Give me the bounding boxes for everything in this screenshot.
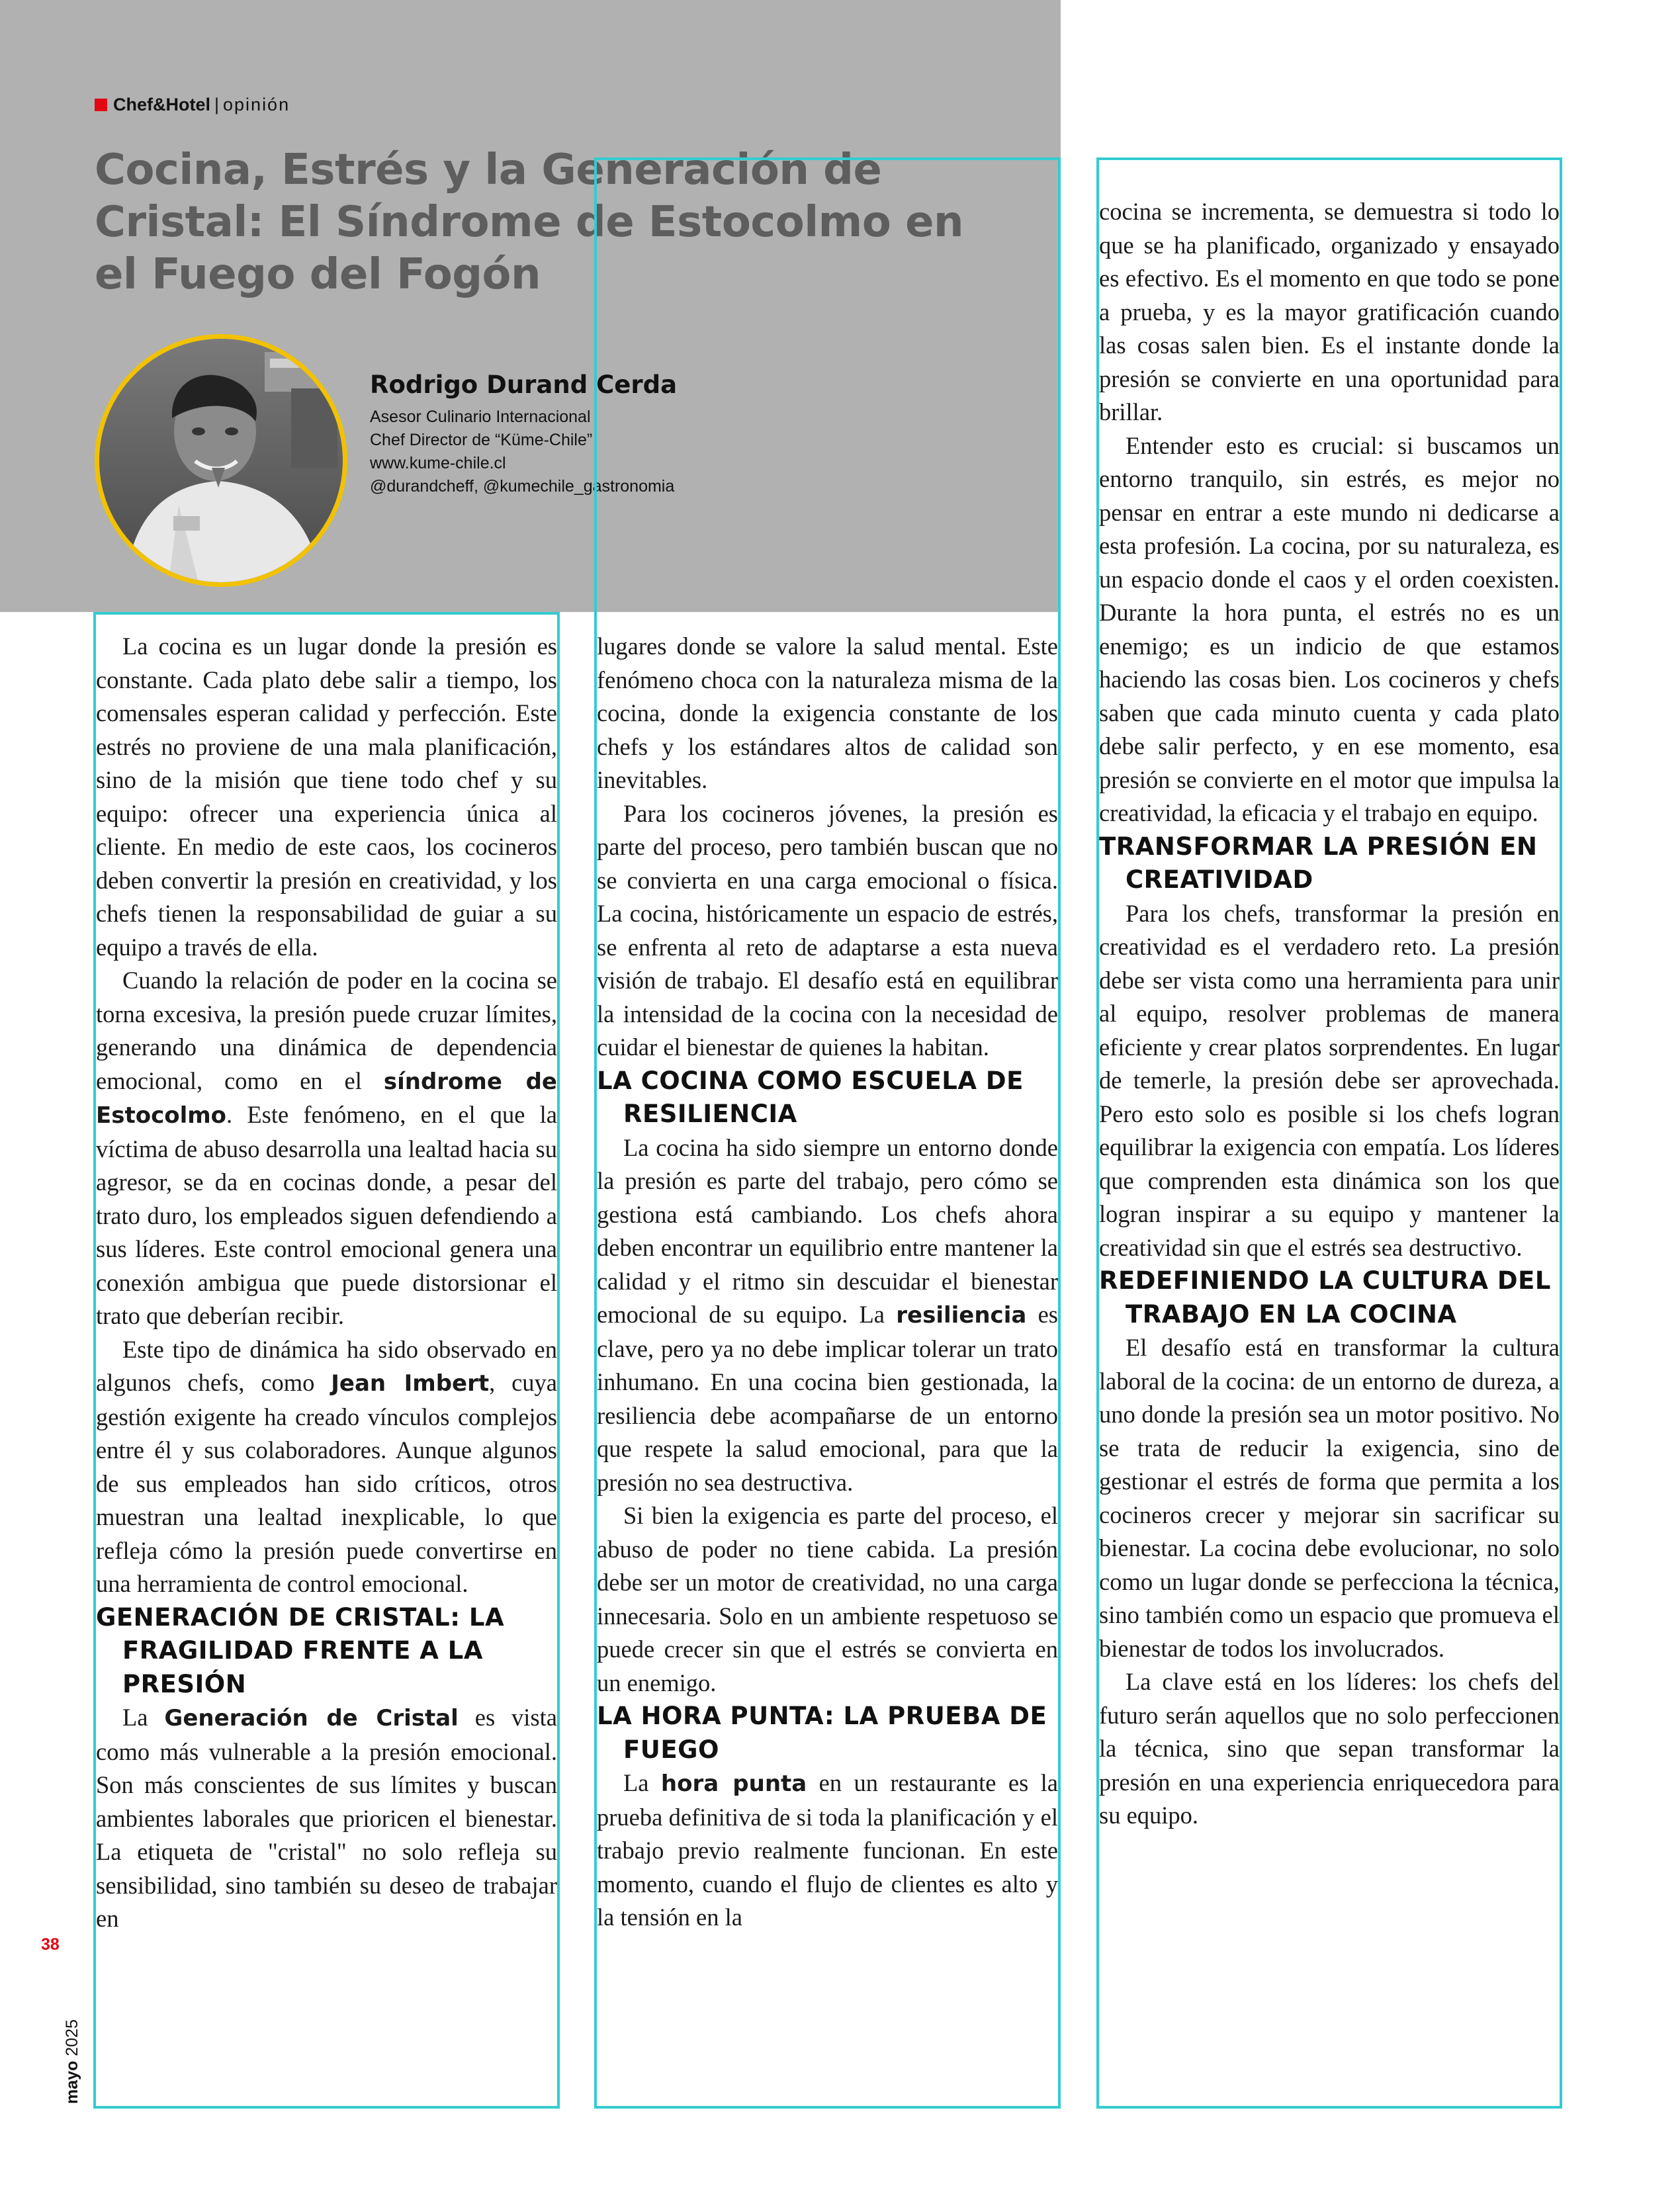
issue-month: mayo — [63, 2060, 81, 2104]
chef-portrait-photo — [99, 339, 343, 582]
section-heading: LA COCINA COMO ESCUELA DE RESILIENCIA — [597, 1066, 1024, 1128]
article-column-1 — [96, 630, 557, 2109]
text-run: . Este fenómeno, en el que la víctima de abuso desarrolla una lealtad hacia su agresor, se da en cocinas donde, a pesar del trato duro, los empleados siguen defendiendo a sus líderes. Este control emocional genera una conexión ambigua que puede distorsionar el trato que deberían recibir. — [96, 1101, 557, 1329]
paragraph — [96, 1701, 557, 1936]
bold-term: resiliencia — [896, 1302, 1027, 1329]
title-line: Cristal: El Síndrome de Estocolmo en — [95, 198, 964, 247]
paragraph: cocina se incrementa, se demuestra si todo lo que se ha planificado, organizado y ensayado es efectivo. Es el momento en que todo se pone a prueba, y es la mayor gratificación cuando las cosas salen bien. Es el instante donde la presión se convierte en una oportunidad para brillar. — [1099, 198, 1560, 425]
paragraph: La clave está en los líderes: los chefs del futuro serán aquellos que no solo perfeccionen la técnica, sino que sepan transformar la presión en una experiencia enriquecedora para su equipo. — [1099, 1668, 1560, 1829]
text-run: es clave, pero ya no debe implicar tolerar un trato inhumano. En una cocina bien gestionada, la resiliencia debe acompañarse de un entorno que respete la salud emocional, para que la presión no sea destructiva. — [597, 1301, 1058, 1496]
section-heading: TRANSFORMAR LA PRESIÓN EN CREATIVIDAD — [1099, 832, 1538, 894]
paragraph: Si bien la exigencia es parte del proceso, el abuso de poder no tiene cabida. La presión debe ser un motor de creatividad, no una carga innecesaria. Solo en un ambiente respetuoso se puede crecer sin que el estrés se convierta en un enemigo. — [597, 1502, 1058, 1696]
text-run: La cocina ha sido siempre un entorno donde la presión es parte del trabajo, pero cómo se gestiona está cambiando. Los chefs ahora deben encontrar un equilibrio entre mantener la calidad y el ritmo sin descuidar el bienestar emocional de su equipo. La — [597, 1133, 1058, 1328]
kicker-separator: | — [214, 95, 220, 114]
article-column-2 — [597, 630, 1058, 2109]
author-website: www.kume-chile.cl — [370, 454, 506, 472]
text-run: La — [623, 1769, 661, 1796]
author-position: Chef Director de “Küme-Chile” — [370, 431, 593, 449]
article-column-3 — [1099, 195, 1560, 2109]
section-kicker — [95, 95, 290, 115]
author-role: Asesor Culinario Internacional — [370, 408, 591, 426]
section-heading: GENERACIÓN DE CRISTAL: LA FRAGILIDAD FRENTE A LA PRESIÓN — [96, 1602, 505, 1698]
paragraph — [96, 964, 557, 1333]
bold-term: hora punta — [660, 1771, 807, 1797]
section-heading: LA HORA PUNTA: LA PRUEBA DE FUEGO — [597, 1702, 1047, 1764]
paragraph: Para los chefs, transformar la presión en creatividad es el verdadero reto. La presión debe ser vista como una herramienta para unir al equipo, resolver problemas de manera eficiente y crear platos sorprendentes. En lugar de temerle, la presión debe ser aprovechada. Pero esto solo es posible si los chefs logran equilibrar la exigencia con empatía. Los líderes que comprenden esta dinámica son los que logran inspirar a su equipo y mantener la creatividad sin que el estrés sea destructivo. — [1099, 899, 1560, 1261]
red-square-icon — [95, 99, 107, 111]
paragraph — [597, 1767, 1058, 1935]
section-heading: REDEFINIENDO LA CULTURA DEL TRABAJO EN LA COCINA — [1099, 1266, 1551, 1329]
page-number: 38 — [41, 1935, 60, 1954]
author-name: Rodrigo Durand Cerda — [370, 371, 678, 399]
author-social: @durandcheff, @kumechile_gastronomia — [370, 477, 675, 496]
bold-term: Generación de Cristal — [164, 1705, 459, 1731]
magazine-brand: Chef&Hotel — [113, 95, 210, 114]
text-run: La — [122, 1704, 165, 1731]
bold-term: síndrome de Estocolmo — [96, 1068, 557, 1129]
text-run: Este tipo de dinámica ha sido observado en algunos chefs, como — [96, 1335, 557, 1396]
text-run: en un restaurante es la prueba definitiva de si toda la planificación y el trabajo previo realmente funcionan. En este momento, cuando el flujo de clientes es alto y la tensión en la — [597, 1769, 1058, 1931]
paragraph — [597, 1131, 1058, 1500]
issue-date — [63, 2019, 82, 2104]
paragraph: El desafío está en transformar la cultura laboral de la cocina: de un entorno de dureza, a uno donde la presión sea un motor positivo. No se trata de reducir la exigencia, sino de gestionar el estrés de forma que permita a los cocineros crecer y mejorar sin sacrificar su bienestar. La cocina debe evolucionar, no solo como un lugar donde se perfecciona la técnica, sino también como un espacio que promueva el bienestar de todos los involucrados. — [1099, 1334, 1560, 1662]
title-line: Cocina, Estrés y la Generación de — [95, 146, 882, 195]
section-name: opinión — [223, 95, 290, 114]
paragraph: Entender esto es crucial: si buscamos un entorno tranquilo, sin estrés, es mejor no pensar en entrar a este mundo ni dedicarse a esta profesión. La cocina, por su naturaleza, es un espacio donde el caos y el orden coexisten. Durante la hora punta, el estrés no es un enemigo; es un indicio de que estamos haciendo las cosas bien. Los cocineros y chefs saben que cada minuto cuenta y cada plato debe salir perfecto, y en ese momento, esa presión se convierte en el motor que impulsa la creatividad, la eficacia y el trabajo en equipo. — [1099, 431, 1560, 826]
paragraph: La cocina es un lugar donde la presión es constante. Cada plato debe salir a tiempo, los comensales esperan calidad y perfección. Este estrés no proviene de una mala planificación, sino de la misión que tiene todo chef y su equipo: ofrecer una experiencia única al cliente. En medio de este caos, los cocineros deben convertir la presión en creatividad, y los chefs tienen la responsabilidad de guiar a su equipo a través de ella. — [96, 633, 557, 961]
title-line: el Fuego del Fogón — [95, 250, 541, 299]
paragraph — [96, 1333, 557, 1601]
author-avatar — [95, 334, 347, 587]
text-run: Cuando la relación de poder en la cocina se torna excesiva, la presión puede cruzar límites, generando una dinámica de dependencia emocional, como en el — [96, 967, 557, 1094]
paragraph: lugares donde se valore la salud mental. Este fenómeno choca con la naturaleza misma de la cocina, donde la exigencia constante de los chefs y los estándares altos de calidad son inevitables. — [597, 633, 1058, 793]
bold-term: Jean Imbert — [331, 1370, 490, 1397]
paragraph: Para los cocineros jóvenes, la presión es parte del proceso, pero también buscan que no se convierta en una carga emocional o física. La cocina, históricamente un espacio de estrés, se enfrenta al reto de adaptarse a esta nueva visión de trabajo. El desafío está en equilibrar la intensidad de la cocina con la necesidad de cuidar el bienestar de quienes la habitan. — [597, 799, 1058, 1061]
text-run: es vista como más vulnerable a la presión emocional. Son más conscientes de sus límites y buscan ambientes laborales que prioricen el bienestar. La etiqueta de "cristal" no solo refleja su sensibilidad, sino también su deseo de trabajar en — [96, 1704, 557, 1932]
text-run: , cuya gestión exigente ha creado vínculos complejos entre él y sus colaboradores. Aunque algunos de sus empleados han sido críticos, otros muestran una lealtad inexplicable, lo que refleja cómo la presión puede convertirse en una herramienta de control emocional. — [96, 1369, 557, 1597]
issue-year: 2025 — [63, 2019, 81, 2056]
